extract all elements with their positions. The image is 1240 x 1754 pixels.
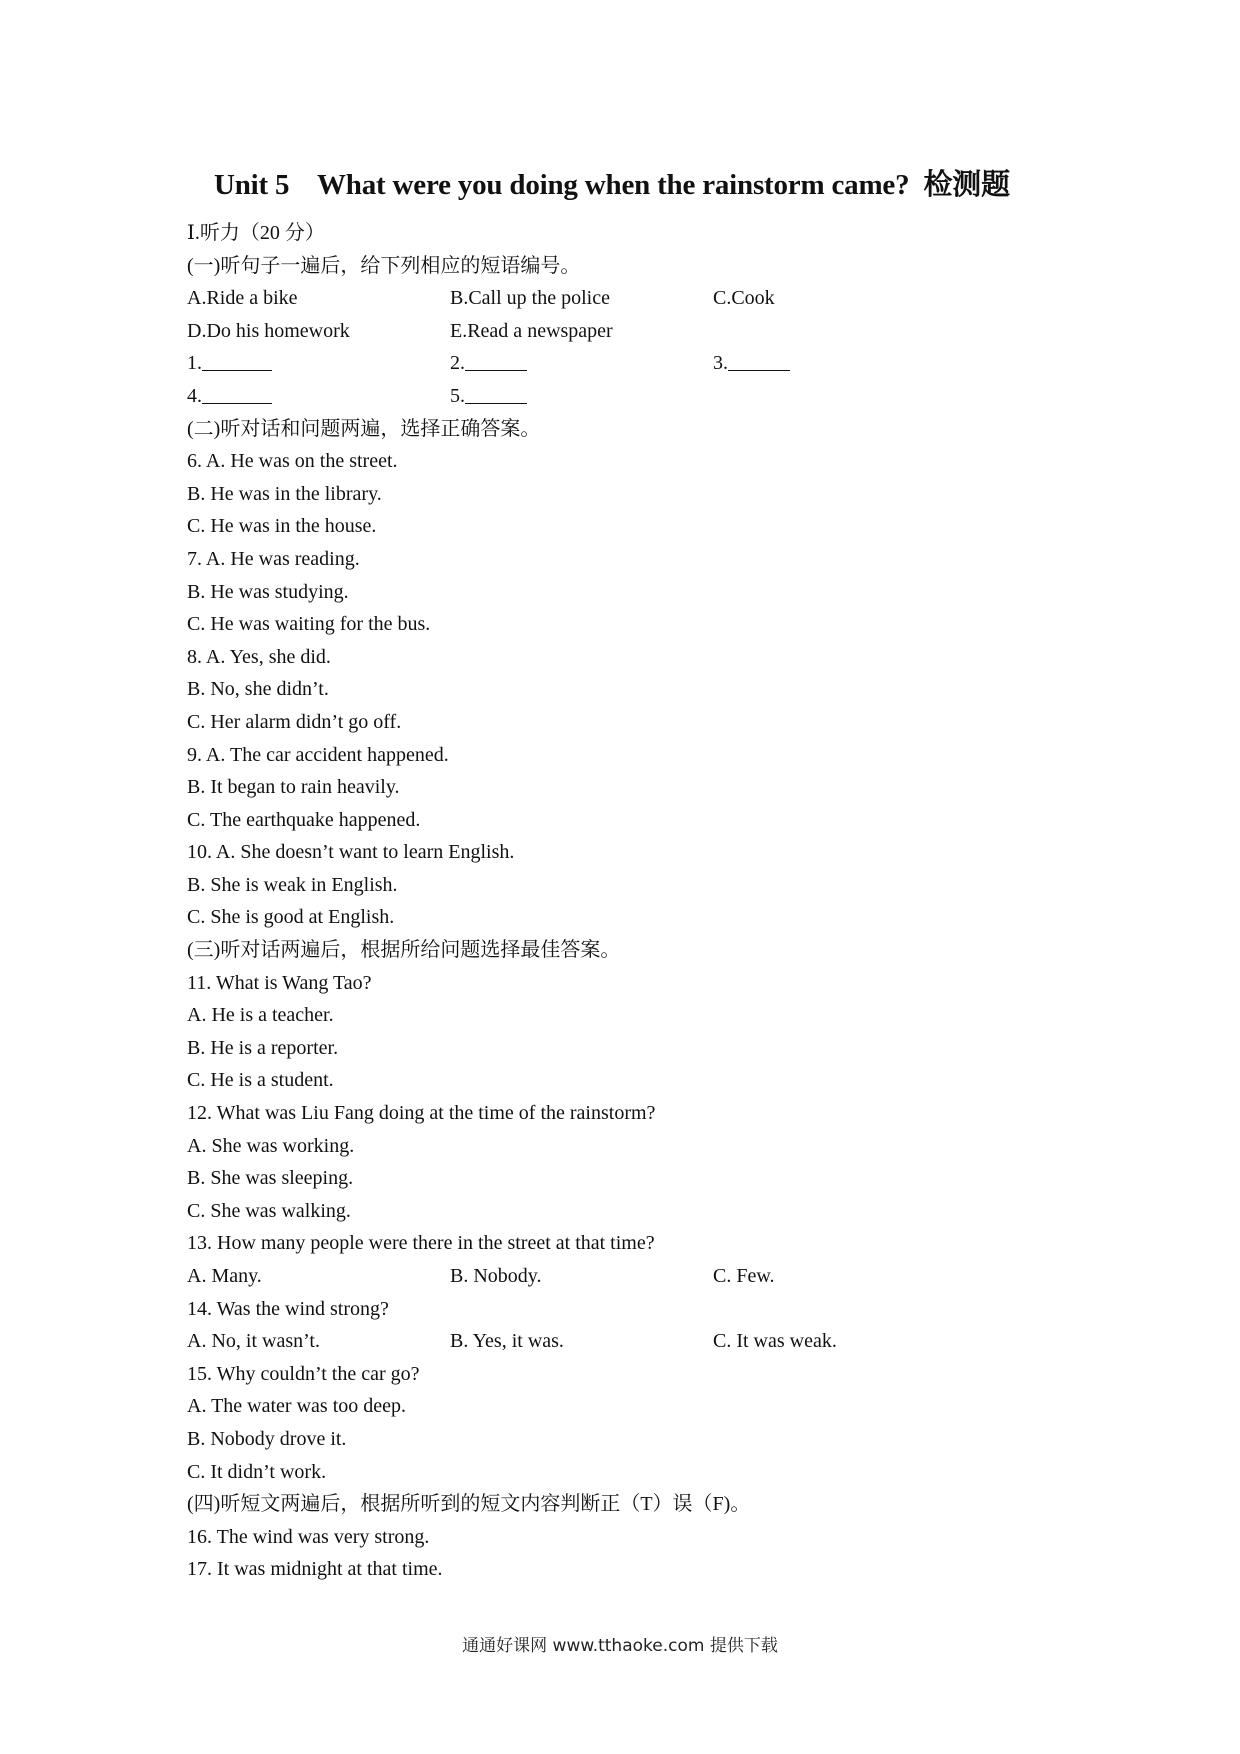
question-14: 14. Was the wind strong?	[187, 1297, 389, 1320]
option-c: C. Few.	[713, 1265, 775, 1287]
question-line: B. No, she didn’t.	[187, 678, 329, 701]
part4-heading: (四)听短文两遍后，根据所听到的短文内容判断正（T）误（F)。	[187, 1493, 751, 1516]
option-b: B. Yes, it was.	[450, 1330, 564, 1353]
option-a: A.Ride a bike	[187, 287, 298, 310]
answer-blanks-row	[187, 347, 1047, 380]
part3-heading: (三)听对话两遍后，根据所给问题选择最佳答案。	[187, 939, 621, 962]
answer-blank-3: 3.	[713, 347, 790, 380]
question-line: 10. A. She doesn’t want to learn English.	[187, 841, 515, 864]
question-line: B. It began to rain heavily.	[187, 776, 400, 799]
question-13: 13. How many people were there in the street at that time?	[187, 1232, 655, 1255]
part2-heading: (二)听对话和问题两遍，选择正确答案。	[187, 417, 541, 440]
answer-blank-1: 1.	[187, 347, 450, 380]
options-row	[187, 1260, 1047, 1293]
options-row	[187, 315, 1047, 348]
option-b: B.Call up the police	[450, 287, 610, 310]
footer-source-credit: 通通好课网 www.tthaoke.com 提供下载	[462, 1636, 778, 1656]
option-c: C. It was weak.	[713, 1330, 837, 1353]
question-line: C. The earthquake happened.	[187, 808, 421, 831]
page-title: Unit 5 What were you doing when the rainstorm came? 检测题	[214, 169, 1010, 201]
exam-content	[187, 217, 1047, 1586]
answer-blank-4: 4.	[187, 380, 450, 413]
option-line: B. He is a reporter.	[187, 1036, 339, 1059]
option-e: E.Read a newspaper	[450, 319, 613, 342]
question-line: C. She is good at English.	[187, 906, 395, 929]
option-line: A. The water was too deep.	[187, 1395, 407, 1418]
option-a: A. Many.	[187, 1265, 262, 1287]
question-line: 8. A. Yes, she did.	[187, 645, 331, 668]
question-line: 9. A. The car accident happened.	[187, 743, 449, 766]
answer-blanks-row	[187, 380, 1047, 413]
question-line: 6. A. He was on the street.	[187, 450, 398, 473]
question-line: C. He was waiting for the bus.	[187, 613, 431, 636]
question-line: C. Her alarm didn’t go off.	[187, 710, 402, 733]
question-line: B. He was studying.	[187, 580, 349, 603]
option-line: C. She was walking.	[187, 1199, 351, 1222]
option-line: B. She was sleeping.	[187, 1167, 354, 1190]
option-a: A. No, it wasn’t.	[187, 1330, 320, 1353]
option-line: C. He is a student.	[187, 1069, 334, 1092]
question-15: 15. Why couldn’t the car go?	[187, 1362, 420, 1385]
option-line: B. Nobody drove it.	[187, 1427, 347, 1450]
answer-blank-2: 2.	[450, 347, 713, 380]
option-line: C. It didn’t work.	[187, 1460, 327, 1483]
question-11: 11. What is Wang Tao?	[187, 971, 372, 994]
option-d: D.Do his homework	[187, 319, 350, 342]
options-row	[187, 1325, 1047, 1358]
statement-line: 16. The wind was very strong.	[187, 1525, 430, 1548]
option-c: C.Cook	[713, 287, 775, 310]
part1-heading: (一)听句子一遍后，给下列相应的短语编号。	[187, 254, 581, 277]
question-line: 7. A. He was reading.	[187, 547, 360, 570]
question-line: C. He was in the house.	[187, 515, 377, 538]
statement-line: 17. It was midnight at that time.	[187, 1558, 443, 1581]
question-line: B. He was in the library.	[187, 482, 382, 505]
section-heading: Ⅰ.听力（20 分）	[187, 222, 325, 244]
question-line: B. She is weak in English.	[187, 873, 398, 896]
option-line: A. She was working.	[187, 1134, 355, 1157]
answer-blank-5: 5.	[450, 380, 713, 413]
option-b: B. Nobody.	[450, 1265, 542, 1287]
options-row	[187, 282, 1047, 315]
option-line: A. He is a teacher.	[187, 1004, 334, 1027]
question-12: 12. What was Liu Fang doing at the time of the rainstorm?	[187, 1102, 656, 1125]
